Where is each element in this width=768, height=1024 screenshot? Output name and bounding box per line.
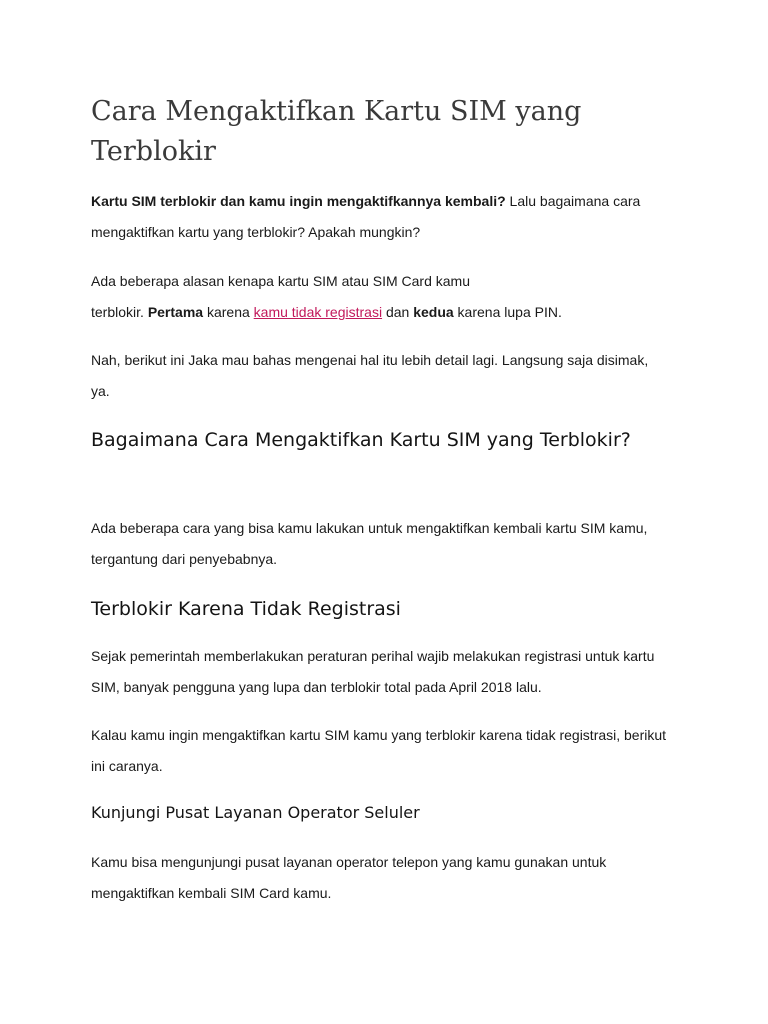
visit-paragraph: Kamu bisa mengunjungi pusat layanan operator telepon yang kamu gunakan untuk mengaktifkan kembali SIM Card kamu.	[91, 854, 607, 901]
heading-visit: Kunjungi Pusat Layanan Operator Seluler	[91, 803, 420, 822]
heading-registration: Terblokir Karena Tidak Registrasi	[91, 598, 401, 620]
reasons-lead: terblokir.	[91, 304, 148, 320]
reasons-paragraph	[91, 266, 681, 328]
nah-paragraph: Nah, berikut ini Jaka mau bahas mengenai hal itu lebih detail lagi. Langsung saja disimak, ya.	[91, 352, 649, 399]
article-title: Cara Mengaktifkan Kartu SIM yang Terblokir	[91, 96, 582, 167]
intro-text: Lalu bagaimana cara mengaktifkan kartu yang terblokir? Apakah mungkin?	[91, 193, 641, 240]
reasons-and-text: dan	[382, 304, 414, 320]
intro-paragraph	[91, 186, 681, 248]
if-paragraph: Kalau kamu ingin mengaktifkan kartu SIM kamu yang terblokir karena tidak registrasi, berikut ini caranya.	[91, 727, 667, 774]
registration-link[interactable]: kamu tidak registrasi	[253, 304, 383, 320]
reasons-second-bold: kedua	[413, 304, 454, 320]
reasons-second-text: karena lupa PIN.	[453, 304, 562, 320]
reasons-line1: Ada beberapa alasan kenapa kartu SIM atau SIM Card kamu	[91, 273, 470, 289]
heading-how: Bagaimana Cara Mengaktifkan Kartu SIM yang Terblokir?	[91, 429, 631, 451]
reasons-first-text: karena	[203, 304, 254, 320]
intro-bold-question: Kartu SIM terblokir dan kamu ingin mengaktifkannya kembali?	[91, 193, 506, 209]
ways-paragraph: Ada beberapa cara yang bisa kamu lakukan untuk mengaktifkan kembali kartu SIM kamu, tergantung dari penyebabnya.	[91, 520, 648, 567]
since-paragraph: Sejak pemerintah memberlakukan peraturan perihal wajib melakukan registrasi untuk kartu SIM, banyak pengguna yang lupa dan terblokir total pada April 2018 lalu.	[91, 648, 655, 695]
reasons-first-bold: Pertama	[147, 304, 204, 320]
